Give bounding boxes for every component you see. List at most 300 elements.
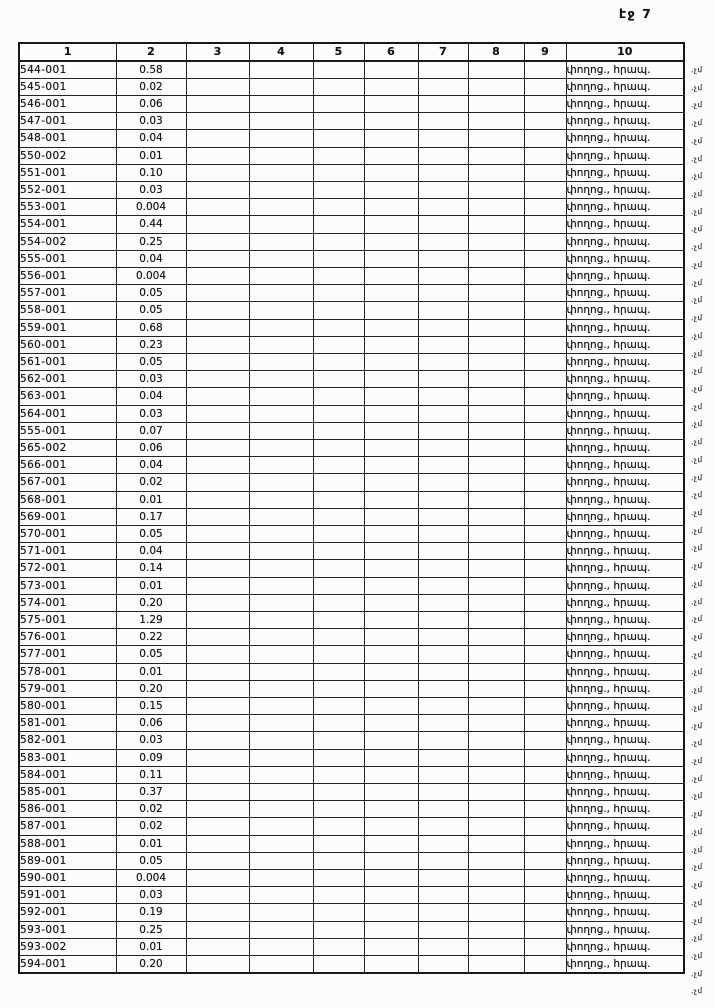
table-row xyxy=(19,818,684,835)
table-row xyxy=(19,938,684,955)
empty-cell xyxy=(364,474,418,491)
empty-cell xyxy=(418,267,468,284)
parcel-id-cell: 544-001 xyxy=(19,61,116,79)
empty-cell xyxy=(313,715,364,732)
empty-cell xyxy=(249,732,313,749)
empty-cell xyxy=(524,285,566,302)
empty-cell xyxy=(364,164,418,181)
empty-cell xyxy=(524,336,566,353)
margin-note: .չմ xyxy=(690,348,703,358)
empty-cell xyxy=(524,353,566,370)
margin-note: .չմ xyxy=(690,189,703,199)
empty-cell xyxy=(418,904,468,921)
empty-cell xyxy=(313,629,364,646)
empty-cell xyxy=(364,353,418,370)
parcel-id-cell: 584-001 xyxy=(19,766,116,783)
empty-cell xyxy=(249,508,313,525)
empty-cell xyxy=(418,285,468,302)
empty-cell xyxy=(468,319,524,336)
margin-note: .չմ xyxy=(690,756,703,766)
empty-cell xyxy=(364,285,418,302)
empty-cell xyxy=(186,336,249,353)
column-header-4: 4 xyxy=(249,43,313,61)
empty-cell xyxy=(313,887,364,904)
area-value-cell: 0.58 xyxy=(116,61,186,79)
empty-cell xyxy=(249,302,313,319)
area-value-cell: 0.06 xyxy=(116,95,186,112)
empty-cell xyxy=(313,818,364,835)
area-value-cell: 0.02 xyxy=(116,474,186,491)
table-row xyxy=(19,113,684,130)
cadastral-table xyxy=(18,42,685,974)
table-row xyxy=(19,543,684,560)
table-row xyxy=(19,956,684,974)
empty-cell xyxy=(313,577,364,594)
parcel-id-cell: 551-001 xyxy=(19,164,116,181)
table-row xyxy=(19,749,684,766)
margin-note: .չմ xyxy=(690,809,703,819)
empty-cell xyxy=(313,801,364,818)
parcel-id-cell: 554-002 xyxy=(19,233,116,250)
table-row xyxy=(19,904,684,921)
area-value-cell: 0.44 xyxy=(116,216,186,233)
empty-cell xyxy=(468,353,524,370)
usage-cell: փողոց., հրապ. xyxy=(566,267,684,284)
empty-cell xyxy=(418,491,468,508)
empty-cell xyxy=(186,388,249,405)
table-row xyxy=(19,801,684,818)
empty-cell xyxy=(249,525,313,542)
parcel-id-cell: 545-001 xyxy=(19,78,116,95)
empty-cell xyxy=(524,732,566,749)
table-row xyxy=(19,95,684,112)
usage-cell: փողոց., հրապ. xyxy=(566,887,684,904)
empty-cell xyxy=(313,698,364,715)
empty-cell xyxy=(186,732,249,749)
area-value-cell: 0.02 xyxy=(116,801,186,818)
empty-cell xyxy=(313,130,364,147)
usage-cell: փողոց., հրապ. xyxy=(566,663,684,680)
empty-cell xyxy=(418,78,468,95)
area-value-cell: 0.14 xyxy=(116,560,186,577)
usage-cell: փողոց., հրապ. xyxy=(566,921,684,938)
usage-cell: փողոց., հրապ. xyxy=(566,130,684,147)
column-header-7: 7 xyxy=(418,43,468,61)
table-row xyxy=(19,61,684,79)
usage-cell: փողոց., հրապ. xyxy=(566,353,684,370)
empty-cell xyxy=(364,921,418,938)
empty-cell xyxy=(524,439,566,456)
parcel-id-cell: 567-001 xyxy=(19,474,116,491)
empty-cell xyxy=(524,938,566,955)
parcel-id-cell: 553-001 xyxy=(19,199,116,216)
empty-cell xyxy=(468,405,524,422)
empty-cell xyxy=(186,698,249,715)
table-row xyxy=(19,525,684,542)
table-row xyxy=(19,302,684,319)
empty-cell xyxy=(418,353,468,370)
header-row xyxy=(19,43,684,61)
area-value-cell: 0.20 xyxy=(116,956,186,974)
table-row xyxy=(19,663,684,680)
empty-cell xyxy=(524,457,566,474)
usage-cell: փողոց., հրապ. xyxy=(566,680,684,697)
margin-note: .չմ xyxy=(690,738,703,748)
table-row xyxy=(19,388,684,405)
empty-cell xyxy=(364,405,418,422)
empty-cell xyxy=(468,732,524,749)
empty-cell xyxy=(524,835,566,852)
parcel-id-cell: 590-001 xyxy=(19,870,116,887)
margin-note: .չմ xyxy=(690,206,703,216)
margin-note: .չմ xyxy=(690,880,703,890)
empty-cell xyxy=(364,130,418,147)
empty-cell xyxy=(186,439,249,456)
empty-cell xyxy=(186,784,249,801)
usage-cell: փողոց., հրապ. xyxy=(566,199,684,216)
empty-cell xyxy=(364,835,418,852)
empty-cell xyxy=(418,766,468,783)
empty-cell xyxy=(186,508,249,525)
usage-cell: փողոց., հրապ. xyxy=(566,302,684,319)
empty-cell xyxy=(249,199,313,216)
empty-cell xyxy=(524,956,566,974)
empty-cell xyxy=(249,285,313,302)
empty-cell xyxy=(364,577,418,594)
empty-cell xyxy=(468,956,524,974)
table-row xyxy=(19,164,684,181)
empty-cell xyxy=(186,457,249,474)
empty-cell xyxy=(364,216,418,233)
empty-cell xyxy=(468,130,524,147)
empty-cell xyxy=(468,852,524,869)
empty-cell xyxy=(313,835,364,852)
empty-cell xyxy=(249,491,313,508)
empty-cell xyxy=(313,749,364,766)
area-value-cell: 0.03 xyxy=(116,405,186,422)
table-row xyxy=(19,181,684,198)
empty-cell xyxy=(249,95,313,112)
area-value-cell: 0.01 xyxy=(116,663,186,680)
empty-cell xyxy=(186,250,249,267)
empty-cell xyxy=(186,216,249,233)
usage-cell: փողոց., հրապ. xyxy=(566,61,684,79)
empty-cell xyxy=(524,577,566,594)
empty-cell xyxy=(418,457,468,474)
empty-cell xyxy=(524,543,566,560)
parcel-id-cell: 579-001 xyxy=(19,680,116,697)
area-value-cell: 0.07 xyxy=(116,422,186,439)
empty-cell xyxy=(186,956,249,974)
table-row xyxy=(19,870,684,887)
empty-cell xyxy=(313,439,364,456)
parcel-id-cell: 563-001 xyxy=(19,388,116,405)
empty-cell xyxy=(468,560,524,577)
usage-cell: փողոց., հրապ. xyxy=(566,508,684,525)
empty-cell xyxy=(468,629,524,646)
empty-cell xyxy=(364,422,418,439)
empty-cell xyxy=(364,629,418,646)
empty-cell xyxy=(186,921,249,938)
parcel-id-cell: 561-001 xyxy=(19,353,116,370)
margin-note: .չմ xyxy=(690,543,703,553)
parcel-id-cell: 571-001 xyxy=(19,543,116,560)
area-value-cell: 0.10 xyxy=(116,164,186,181)
parcel-id-cell: 547-001 xyxy=(19,113,116,130)
empty-cell xyxy=(313,594,364,611)
parcel-id-cell: 560-001 xyxy=(19,336,116,353)
usage-cell: փողոց., հրապ. xyxy=(566,870,684,887)
empty-cell xyxy=(313,784,364,801)
empty-cell xyxy=(249,818,313,835)
empty-cell xyxy=(524,698,566,715)
empty-cell xyxy=(186,715,249,732)
empty-cell xyxy=(313,612,364,629)
margin-note: .չմ xyxy=(690,685,703,695)
empty-cell xyxy=(468,801,524,818)
margin-note: .չմ xyxy=(690,649,703,659)
empty-cell xyxy=(524,199,566,216)
empty-cell xyxy=(468,508,524,525)
parcel-id-cell: 592-001 xyxy=(19,904,116,921)
empty-cell xyxy=(249,766,313,783)
empty-cell xyxy=(313,388,364,405)
margin-note: .չմ xyxy=(690,720,703,730)
area-value-cell: 0.20 xyxy=(116,594,186,611)
empty-cell xyxy=(524,405,566,422)
empty-cell xyxy=(524,921,566,938)
empty-cell xyxy=(186,870,249,887)
empty-cell xyxy=(364,887,418,904)
empty-cell xyxy=(418,784,468,801)
empty-cell xyxy=(364,560,418,577)
empty-cell xyxy=(418,164,468,181)
empty-cell xyxy=(418,680,468,697)
empty-cell xyxy=(364,78,418,95)
empty-cell xyxy=(313,78,364,95)
usage-cell: փողոց., հրապ. xyxy=(566,233,684,250)
empty-cell xyxy=(249,439,313,456)
area-value-cell: 0.05 xyxy=(116,302,186,319)
table-row xyxy=(19,921,684,938)
area-value-cell: 0.03 xyxy=(116,181,186,198)
empty-cell xyxy=(418,439,468,456)
empty-cell xyxy=(313,250,364,267)
table-row xyxy=(19,629,684,646)
empty-cell xyxy=(524,147,566,164)
empty-cell xyxy=(249,147,313,164)
empty-cell xyxy=(313,938,364,955)
empty-cell xyxy=(186,594,249,611)
empty-cell xyxy=(524,233,566,250)
area-value-cell: 0.11 xyxy=(116,766,186,783)
empty-cell xyxy=(313,61,364,79)
usage-cell: փողոց., հրապ. xyxy=(566,113,684,130)
table-row xyxy=(19,439,684,456)
parcel-id-cell: 550-002 xyxy=(19,147,116,164)
empty-cell xyxy=(418,887,468,904)
empty-cell xyxy=(468,95,524,112)
area-value-cell: 0.22 xyxy=(116,629,186,646)
empty-cell xyxy=(313,371,364,388)
empty-cell xyxy=(524,525,566,542)
empty-cell xyxy=(186,130,249,147)
empty-cell xyxy=(313,353,364,370)
usage-cell: փողոց., հրապ. xyxy=(566,147,684,164)
area-value-cell: 0.004 xyxy=(116,870,186,887)
area-value-cell: 0.06 xyxy=(116,439,186,456)
empty-cell xyxy=(364,508,418,525)
parcel-id-cell: 565-002 xyxy=(19,439,116,456)
empty-cell xyxy=(524,474,566,491)
parcel-id-cell: 586-001 xyxy=(19,801,116,818)
empty-cell xyxy=(524,302,566,319)
empty-cell xyxy=(524,422,566,439)
empty-cell xyxy=(186,405,249,422)
empty-cell xyxy=(524,388,566,405)
usage-cell: փողոց., հրապ. xyxy=(566,474,684,491)
parcel-id-cell: 572-001 xyxy=(19,560,116,577)
empty-cell xyxy=(313,319,364,336)
usage-cell: փողոց., հրապ. xyxy=(566,818,684,835)
margin-note: .չմ xyxy=(690,366,703,376)
empty-cell xyxy=(418,870,468,887)
empty-cell xyxy=(364,904,418,921)
area-value-cell: 0.23 xyxy=(116,336,186,353)
area-value-cell: 0.04 xyxy=(116,457,186,474)
usage-cell: փողոց., հրապ. xyxy=(566,835,684,852)
empty-cell xyxy=(313,491,364,508)
empty-cell xyxy=(186,629,249,646)
empty-cell xyxy=(524,267,566,284)
margin-note: .չմ xyxy=(690,153,703,163)
parcel-id-cell: 566-001 xyxy=(19,457,116,474)
margin-note: .չմ xyxy=(690,419,703,429)
empty-cell xyxy=(364,715,418,732)
empty-cell xyxy=(524,646,566,663)
empty-cell xyxy=(364,61,418,79)
parcel-id-cell: 593-002 xyxy=(19,938,116,955)
empty-cell xyxy=(468,904,524,921)
empty-cell xyxy=(313,543,364,560)
empty-cell xyxy=(249,904,313,921)
empty-cell xyxy=(524,113,566,130)
usage-cell: փողոց., հրապ. xyxy=(566,491,684,508)
margin-note: .չմ xyxy=(690,667,703,677)
empty-cell xyxy=(186,887,249,904)
empty-cell xyxy=(364,199,418,216)
area-value-cell: 0.06 xyxy=(116,715,186,732)
empty-cell xyxy=(249,629,313,646)
parcel-id-cell: 585-001 xyxy=(19,784,116,801)
area-value-cell: 0.02 xyxy=(116,78,186,95)
area-value-cell: 0.19 xyxy=(116,904,186,921)
empty-cell xyxy=(524,216,566,233)
empty-cell xyxy=(364,801,418,818)
table-row xyxy=(19,147,684,164)
empty-cell xyxy=(313,285,364,302)
table-row xyxy=(19,784,684,801)
empty-cell xyxy=(418,525,468,542)
area-value-cell: 0.25 xyxy=(116,233,186,250)
empty-cell xyxy=(186,285,249,302)
table-row xyxy=(19,612,684,629)
empty-cell xyxy=(468,938,524,955)
parcel-id-cell: 556-001 xyxy=(19,267,116,284)
empty-cell xyxy=(249,371,313,388)
empty-cell xyxy=(524,371,566,388)
empty-cell xyxy=(524,749,566,766)
empty-cell xyxy=(468,285,524,302)
table-row xyxy=(19,250,684,267)
area-value-cell: 0.68 xyxy=(116,319,186,336)
margin-note: .չմ xyxy=(690,490,703,500)
empty-cell xyxy=(186,749,249,766)
area-value-cell: 0.37 xyxy=(116,784,186,801)
column-header-6: 6 xyxy=(364,43,418,61)
empty-cell xyxy=(468,818,524,835)
usage-cell: փողոց., հրապ. xyxy=(566,594,684,611)
empty-cell xyxy=(524,766,566,783)
empty-cell xyxy=(418,405,468,422)
usage-cell: փողոց., հրապ. xyxy=(566,164,684,181)
parcel-id-cell: 591-001 xyxy=(19,887,116,904)
empty-cell xyxy=(468,336,524,353)
empty-cell xyxy=(186,113,249,130)
empty-cell xyxy=(313,267,364,284)
empty-cell xyxy=(249,181,313,198)
margin-note: .չմ xyxy=(690,507,703,518)
table-row xyxy=(19,732,684,749)
empty-cell xyxy=(418,715,468,732)
empty-cell xyxy=(418,852,468,869)
empty-cell xyxy=(249,388,313,405)
empty-cell xyxy=(364,267,418,284)
empty-cell xyxy=(418,302,468,319)
area-value-cell: 0.17 xyxy=(116,508,186,525)
parcel-id-cell: 554-001 xyxy=(19,216,116,233)
margin-note: .չմ xyxy=(690,277,703,287)
usage-cell: փողոց., հրապ. xyxy=(566,801,684,818)
margin-note: .չմ xyxy=(690,950,703,961)
margin-note: .չմ xyxy=(690,915,703,925)
empty-cell xyxy=(249,353,313,370)
empty-cell xyxy=(524,61,566,79)
empty-cell xyxy=(468,887,524,904)
empty-cell xyxy=(524,78,566,95)
empty-cell xyxy=(418,749,468,766)
empty-cell xyxy=(468,766,524,783)
empty-cell xyxy=(249,956,313,974)
parcel-id-cell: 562-001 xyxy=(19,371,116,388)
usage-cell: փողոց., հրապ. xyxy=(566,749,684,766)
empty-cell xyxy=(186,612,249,629)
usage-cell: փողոց., հրապ. xyxy=(566,525,684,542)
empty-cell xyxy=(313,680,364,697)
parcel-id-cell: 578-001 xyxy=(19,663,116,680)
empty-cell xyxy=(186,852,249,869)
area-value-cell: 0.02 xyxy=(116,818,186,835)
usage-cell: փողոց., հրապ. xyxy=(566,78,684,95)
empty-cell xyxy=(249,612,313,629)
empty-cell xyxy=(186,422,249,439)
table-row xyxy=(19,491,684,508)
parcel-id-cell: 555-001 xyxy=(19,422,116,439)
empty-cell xyxy=(364,749,418,766)
margin-note: .չմ xyxy=(690,100,703,110)
empty-cell xyxy=(249,680,313,697)
usage-cell: փողոց., հրապ. xyxy=(566,732,684,749)
